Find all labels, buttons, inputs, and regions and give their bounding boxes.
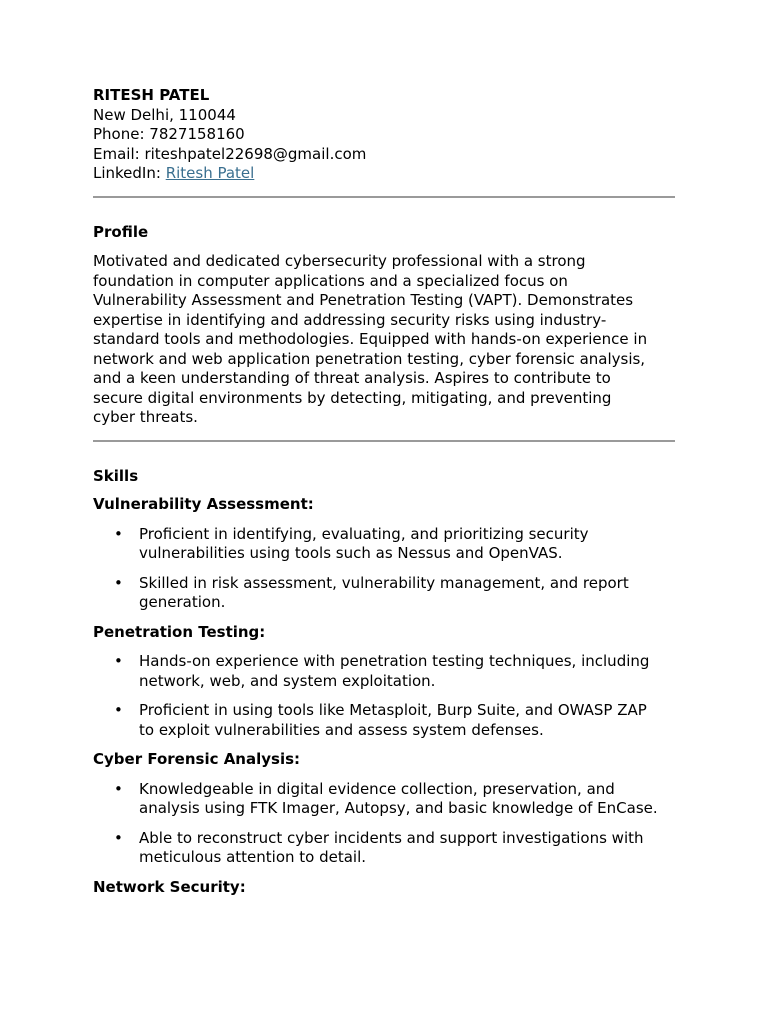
list-item-line: analysis using FTK Imager, Autopsy, and basic knowledge of EnCase. [139,799,658,817]
list-item-line: Able to reconstruct cyber incidents and support investigations with [139,828,644,847]
bullet-icon: • [114,701,123,719]
skill-list [93,780,675,868]
bullet-icon: • [114,779,123,798]
divider [93,196,675,198]
linkedin-link[interactable]: Ritesh Patel [165,164,255,182]
profile-heading: Profile [93,222,149,241]
list-item [93,829,675,868]
list-item-line: meticulous attention to detail. [139,848,367,866]
skills-section [93,467,675,898]
skill-list [93,652,675,740]
bullet-icon: • [114,652,123,670]
list-item [93,525,675,564]
linkedin-label: LinkedIn: [93,164,166,182]
list-item [93,780,675,819]
list-item [93,701,675,740]
divider [93,440,675,442]
list-item-line: Hands-on experience with penetration testing techniques, including [139,652,650,670]
list-item [93,574,675,613]
profile-line: Motivated and dedicated cybersecurity professional with a strong [93,252,586,270]
profile-line: Vulnerability Assessment and Penetration Testing (VAPT). Demonstrates [93,291,634,309]
location: New Delhi, 110044 [93,105,236,124]
profile-line: and a keen understanding of threat analysis. Aspires to contribute to [93,369,611,387]
list-item-line: to exploit vulnerabilities and assess system defenses. [139,720,544,739]
list-item-line: vulnerabilities using tools such as Nessus and OpenVAS. [139,544,563,562]
profile-line: foundation in computer applications and a specialized focus on [93,271,568,290]
skill-group-title: Cyber Forensic Analysis: [93,750,301,768]
contact-block [93,86,675,184]
bullet-icon: • [114,524,123,543]
profile-paragraph [93,252,675,428]
skill-group-title: Vulnerability Assessment: [93,495,314,513]
profile-section [93,223,675,428]
list-item-line: Knowledgeable in digital evidence collection, preservation, and [139,779,615,798]
list-item-line: Skilled in risk assessment, vulnerability management, and report [139,573,629,592]
profile-line: cyber threats. [93,408,198,426]
profile-line: secure digital environments by detecting, mitigating, and preventing [93,388,612,407]
profile-line: standard tools and methodologies. Equipped with hands-on experience in [93,330,648,348]
skill-group-vulnerability-assessment [93,495,675,613]
list-item-line: Proficient in identifying, evaluating, and prioritizing security [139,524,589,543]
profile-line: expertise in identifying and addressing security risks using industry- [93,310,607,329]
skill-list [93,525,675,613]
email: Email: riteshpatel22698@gmail.com [93,144,367,163]
list-item-line: Proficient in using tools like Metasploit, Burp Suite, and OWASP ZAP [139,701,647,719]
candidate-name: RITESH PATEL [93,86,210,104]
skill-group-cyber-forensic-analysis [93,750,675,868]
skill-group-title: Penetration Testing: [93,622,266,641]
skills-heading: Skills [93,466,139,485]
bullet-icon: • [114,573,123,592]
list-item [93,652,675,691]
list-item-line: network, web, and system exploitation. [139,671,436,690]
phone: Phone: 7827158160 [93,125,245,143]
skill-group-penetration-testing [93,623,675,741]
bullet-icon: • [114,828,123,847]
list-item-line: generation. [139,593,226,611]
profile-line: network and web application penetration testing, cyber forensic analysis, [93,349,646,368]
skill-group-title: Network Security: [93,877,246,896]
linkedin-line [93,164,675,184]
skill-group-network-security [93,878,675,898]
